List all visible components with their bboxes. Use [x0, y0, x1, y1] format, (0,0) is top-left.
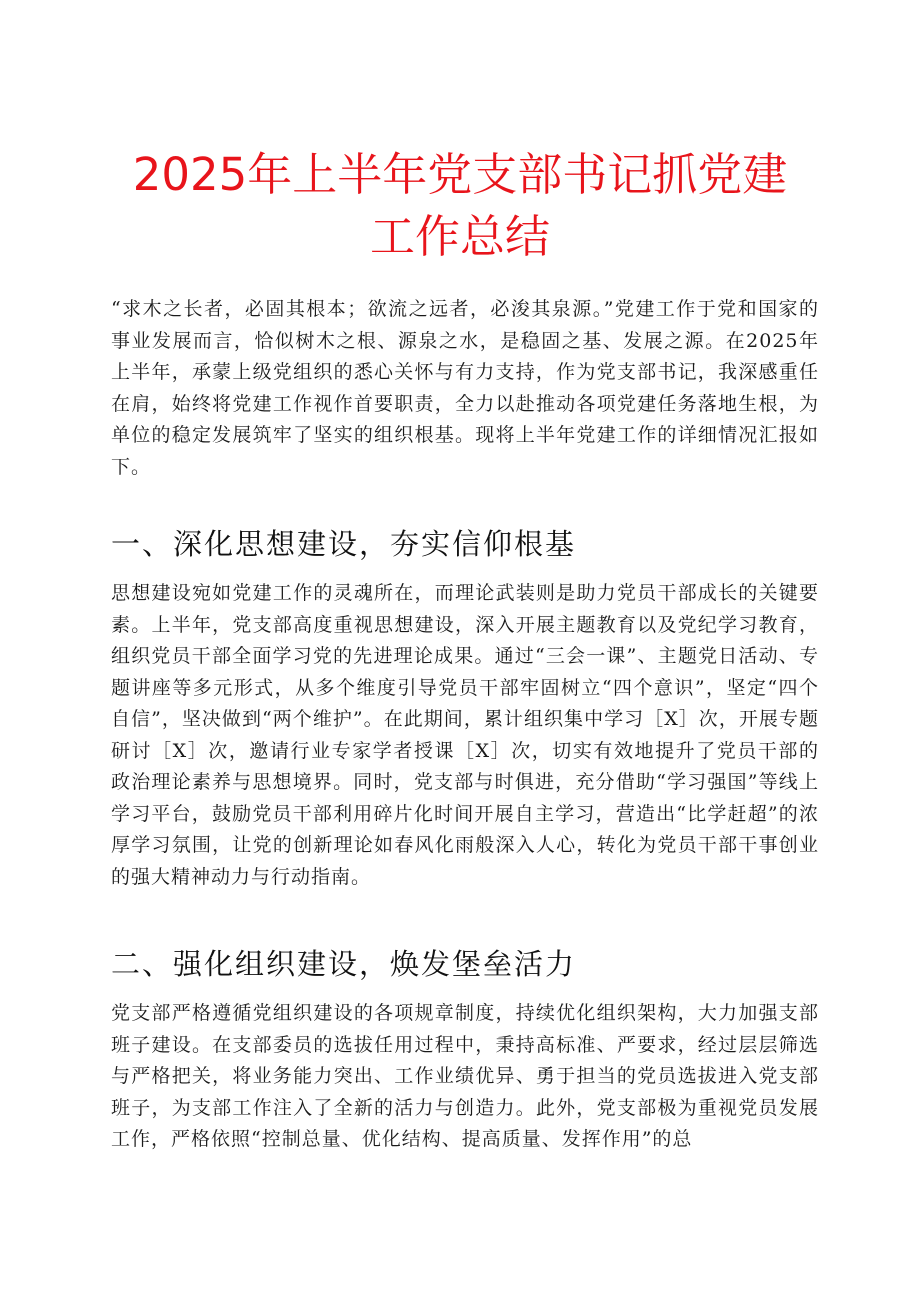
- document-title-line2: 工作总结: [369, 210, 550, 263]
- section-heading-1: 一、深化思想建设，夯实信仰根基: [111, 527, 577, 561]
- section-body-1: 思想建设宛如党建工作的灵魂所在，而理论武装则是助力党员干部成长的关键要素。上半年，党支部高度重视思想建设，深入开展主题教育以及党纪学习教育，组织党员干部全面学习党的先进理论成果。通过“三会一课”、主题党日活动、专题讲座等多元形式，从多个维度引导党员干部牢固树立“四个意识”，坚定“四个自信”，坚决做到“两个维护”。在此期间，累计组织集中学习［X］次，开展专题研讨［X］次，邀请行业专家学者授课［X］次，切实有效地提升了党员干部的政治理论素养与思想境界。同时，党支部与时俱进，充分借助“学习强国”等线上学习平台，鼓励党员干部利用碎片化时间开展自主学习，营造出“比学赶超”的浓厚学习氛围，让党的创新理论如春风化雨般深入人心，转化为党员干部干事创业的强大精神动力与行动指南。: [111, 582, 819, 888]
- section-body-2: 党支部严格遵循党组织建设的各项规章制度，持续优化组织架构，大力加强支部班子建设。在支部委员的选拔任用过程中，秉持高标准、严要求，经过层层筛选与严格把关，将业务能力突出、工作业绩优异、勇于担当的党员选拔进入党支部班子，为支部工作注入了全新的活力与创造力。此外，党支部极为重视党员发展工作，严格依照“控制总量、优化结构、提高质量、发挥作用”的总: [111, 1002, 819, 1150]
- section-heading-2: 二、强化组织建设，焕发堡垒活力: [111, 947, 577, 981]
- intro-paragraph: “求木之长者，必固其根本；欲流之远者，必浚其泉源。”党建工作于党和国家的事业发展而言，恰似树木之根、源泉之水，是稳固之基、发展之源。在2025年上半年，承蒙上级党组织的悉心关怀与有力支持，作为党支部书记，我深感重任在肩，始终将党建工作视作首要职责，全力以赴推动各项党建任务落地生根，为单位的稳定发展筑牢了坚实的组织根基。现将上半年党建工作的详细情况汇报如下。: [111, 298, 819, 478]
- document-title-line1: 2025年上半年党支部书记抓党建: [132, 148, 788, 201]
